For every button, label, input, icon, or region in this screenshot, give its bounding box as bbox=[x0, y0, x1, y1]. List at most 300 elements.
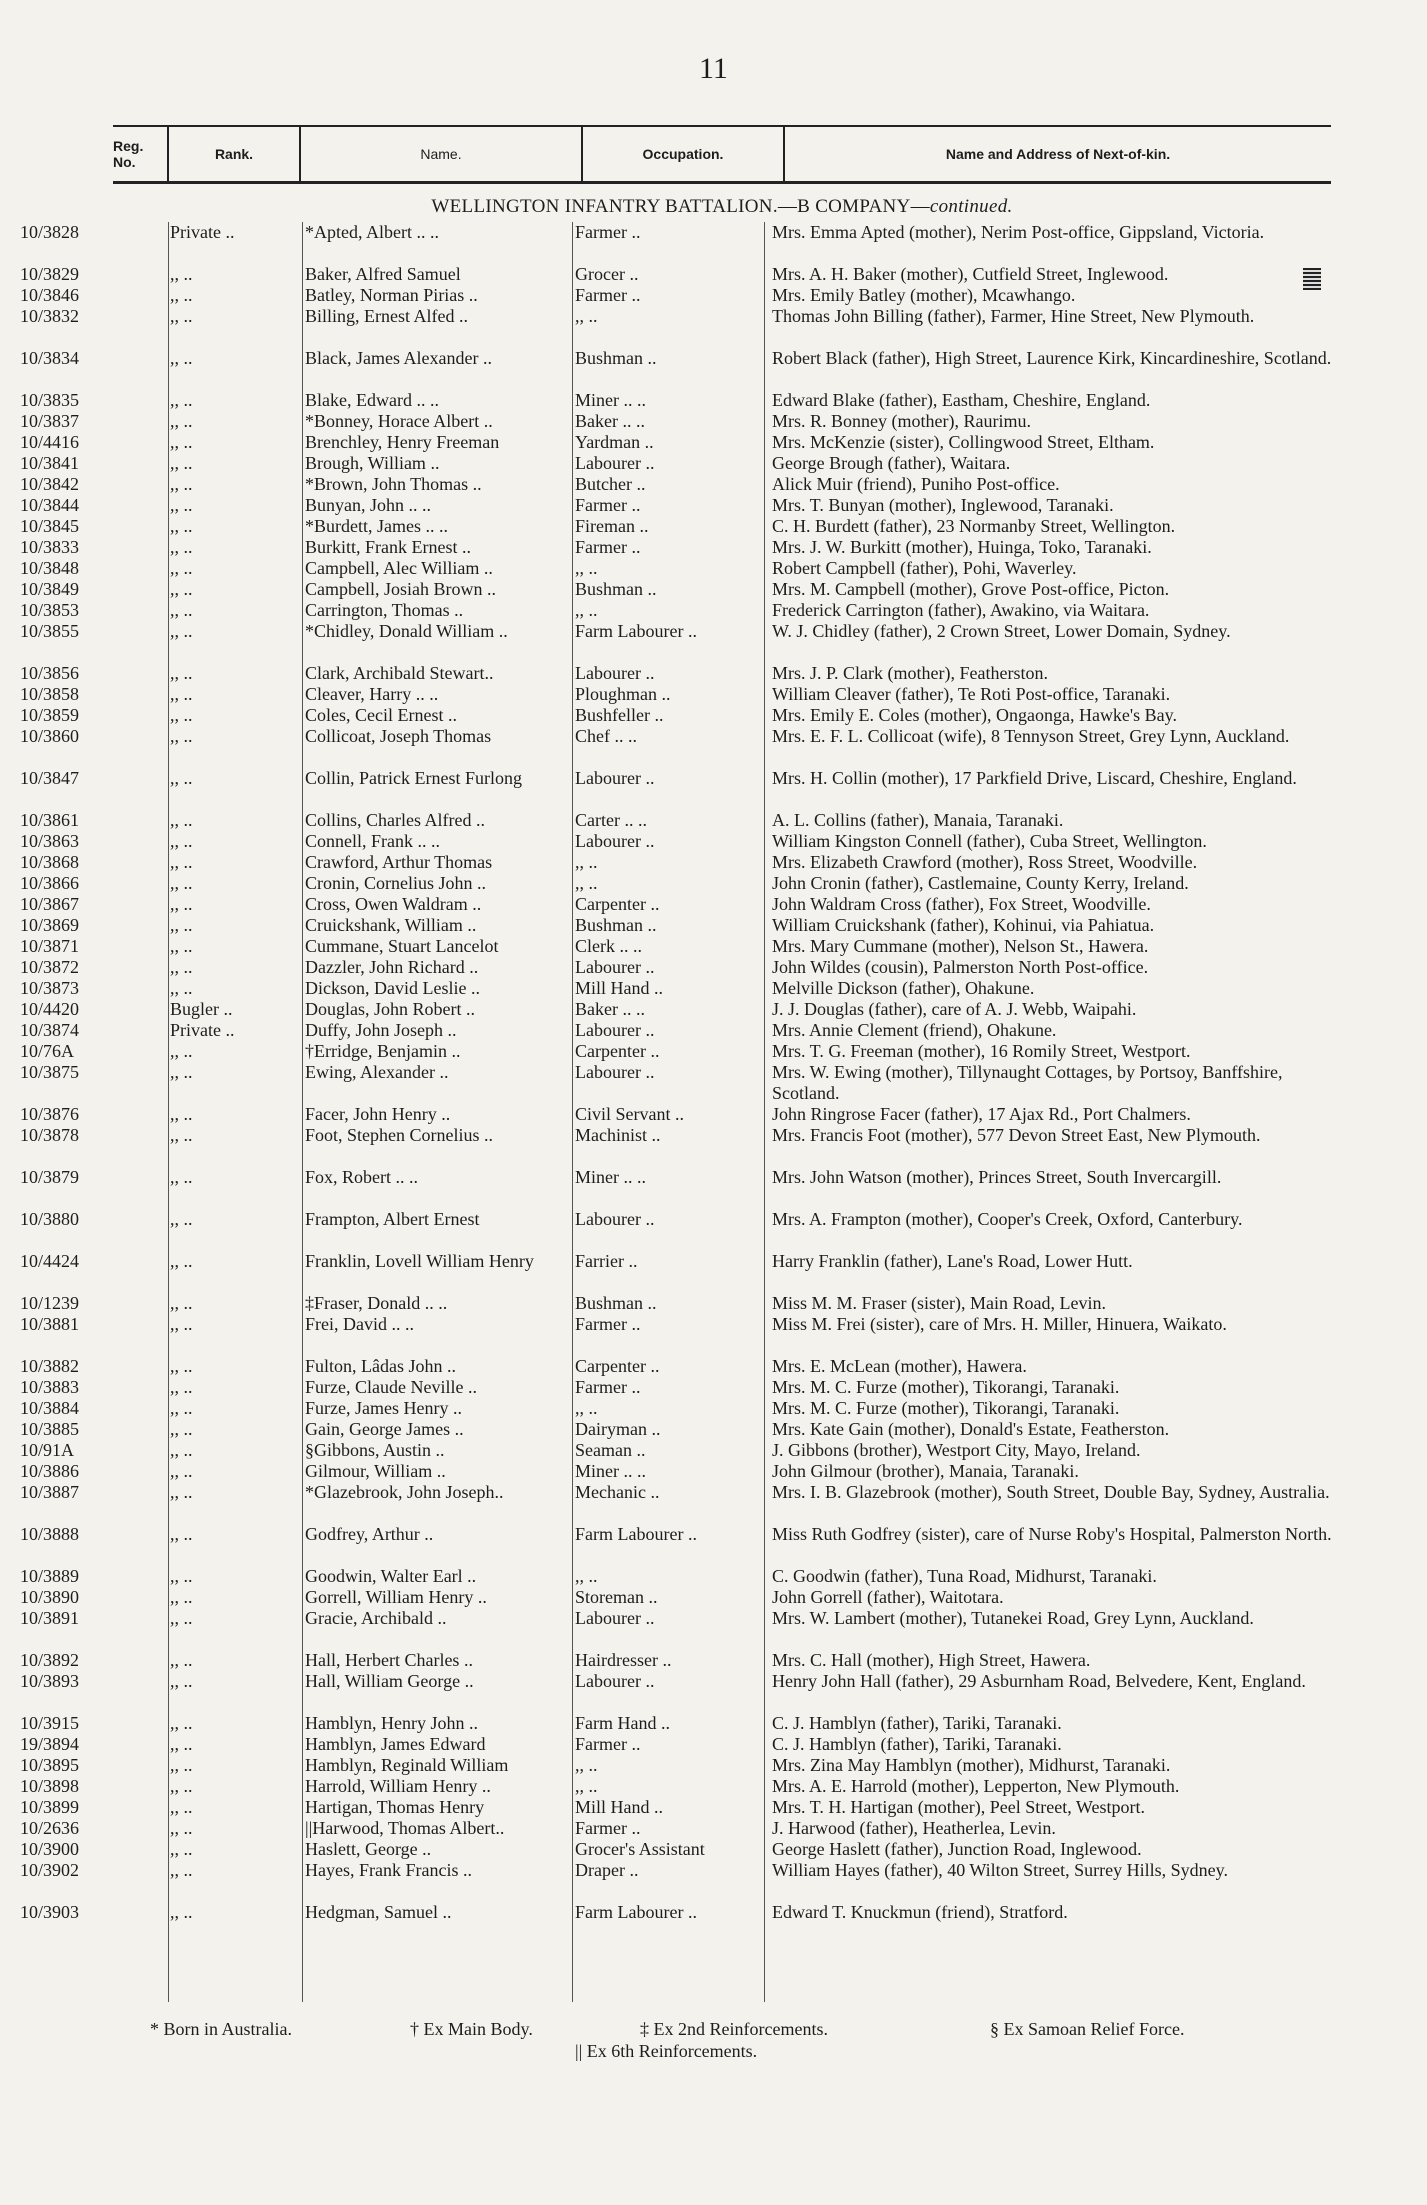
occupation: Machinist .. bbox=[575, 1125, 661, 1145]
table-row bbox=[0, 684, 1427, 705]
reg-number: 10/3853 bbox=[20, 600, 80, 620]
table-row bbox=[0, 1734, 1427, 1755]
rank: ,, .. bbox=[170, 1314, 193, 1334]
occupation: Labourer .. bbox=[575, 957, 655, 977]
reg-number: 10/3878 bbox=[20, 1125, 80, 1145]
soldier-name: Cummane, Stuart Lancelot bbox=[305, 936, 499, 956]
reg-number: 10/3848 bbox=[20, 558, 80, 578]
rank: Bugler .. bbox=[170, 999, 233, 1019]
occupation: Baker .. .. bbox=[575, 411, 645, 431]
soldier-name: Brough, William .. bbox=[305, 453, 440, 473]
occupation: Labourer .. bbox=[575, 831, 655, 851]
occupation: Clerk .. .. bbox=[575, 936, 642, 956]
reg-number: 10/3863 bbox=[20, 831, 80, 851]
rank: ,, .. bbox=[170, 1293, 193, 1313]
occupation: Seaman .. bbox=[575, 1440, 646, 1460]
soldier-name: Collin, Patrick Ernest Furlong bbox=[305, 768, 522, 788]
next-of-kin: Mrs. M. C. Furze (mother), Tikorangi, Taranaki. bbox=[772, 1398, 1120, 1418]
rank: ,, .. bbox=[170, 1650, 193, 1670]
table-row bbox=[0, 999, 1427, 1020]
next-of-kin: Mrs. T. H. Hartigan (mother), Peel Street, Westport. bbox=[772, 1797, 1145, 1817]
reg-number: 10/3895 bbox=[20, 1755, 80, 1775]
reg-number: 10/3880 bbox=[20, 1209, 80, 1229]
soldier-name: Cleaver, Harry .. .. bbox=[305, 684, 439, 704]
reg-number: 10/3860 bbox=[20, 726, 80, 746]
soldier-name: Campbell, Alec William .. bbox=[305, 558, 493, 578]
table-row bbox=[0, 600, 1427, 621]
rank: ,, .. bbox=[170, 936, 193, 956]
footnote-born-australia: * Born in Australia. bbox=[150, 2019, 292, 2039]
next-of-kin: Mrs. T. G. Freeman (mother), 16 Romily Street, Westport. bbox=[772, 1041, 1191, 1061]
rank: ,, .. bbox=[170, 1209, 193, 1229]
table-row bbox=[0, 390, 1427, 411]
table-row bbox=[0, 957, 1427, 978]
occupation: Farm Labourer .. bbox=[575, 1902, 697, 1922]
table-row bbox=[0, 852, 1427, 873]
reg-number: 10/3847 bbox=[20, 768, 80, 788]
soldier-name: Baker, Alfred Samuel bbox=[305, 264, 461, 284]
occupation: Grocer's Assistant bbox=[575, 1839, 705, 1859]
table-row bbox=[0, 537, 1427, 558]
table-row bbox=[0, 264, 1427, 285]
next-of-kin: Mrs. Francis Foot (mother), 577 Devon Street East, New Plymouth. bbox=[772, 1125, 1261, 1145]
next-of-kin: Mrs. M. Campbell (mother), Grove Post-office, Picton. bbox=[772, 579, 1170, 599]
next-of-kin: Mrs. T. Bunyan (mother), Inglewood, Taranaki. bbox=[772, 495, 1114, 515]
next-of-kin: Mrs. McKenzie (sister), Collingwood Street, Eltham. bbox=[772, 432, 1155, 452]
rank: ,, .. bbox=[170, 1524, 193, 1544]
table-row bbox=[0, 348, 1427, 390]
occupation: Grocer .. bbox=[575, 264, 639, 284]
soldier-name: Cruickshank, William .. bbox=[305, 915, 477, 935]
rank: ,, .. bbox=[170, 873, 193, 893]
rank: ,, .. bbox=[170, 1860, 193, 1880]
rank: ,, .. bbox=[170, 1776, 193, 1796]
reg-number: 10/3900 bbox=[20, 1839, 80, 1859]
occupation: Bushfeller .. bbox=[575, 705, 664, 725]
next-of-kin: Mrs. Emily Batley (mother), Mcawhango. bbox=[772, 285, 1076, 305]
occupation: Miner .. .. bbox=[575, 1461, 646, 1481]
reg-number: 10/3889 bbox=[20, 1566, 80, 1586]
occupation: ,, .. bbox=[575, 852, 598, 872]
table-row bbox=[0, 705, 1427, 726]
next-of-kin: Mrs. J. P. Clark (mother), Featherston. bbox=[772, 663, 1048, 683]
footnote-main-body: † Ex Main Body. bbox=[410, 2019, 533, 2039]
occupation: Mill Hand .. bbox=[575, 1797, 663, 1817]
rank: ,, .. bbox=[170, 1041, 193, 1061]
occupation: Carpenter .. bbox=[575, 1356, 660, 1376]
page-number: 11 bbox=[699, 52, 728, 85]
next-of-kin: Mrs. A. E. Harrold (mother), Lepperton, New Plymouth. bbox=[772, 1776, 1180, 1796]
rank: ,, .. bbox=[170, 285, 193, 305]
soldier-name: Hamblyn, James Edward bbox=[305, 1734, 486, 1754]
occupation: Carter .. .. bbox=[575, 810, 647, 830]
table-row bbox=[0, 1020, 1427, 1041]
rank: Private .. bbox=[170, 1020, 235, 1040]
next-of-kin: John Ringrose Facer (father), 17 Ajax Rd., Port Chalmers. bbox=[772, 1104, 1191, 1124]
next-of-kin: Mrs. E. McLean (mother), Hawera. bbox=[772, 1356, 1027, 1376]
soldier-name: *Apted, Albert .. .. bbox=[305, 222, 439, 242]
soldier-name: Fox, Robert .. .. bbox=[305, 1167, 419, 1187]
soldier-name: Fulton, Lâdas John .. bbox=[305, 1356, 456, 1376]
reg-number: 10/3828 bbox=[20, 222, 80, 242]
soldier-name: Duffy, John Joseph .. bbox=[305, 1020, 457, 1040]
table-row bbox=[0, 474, 1427, 495]
rank: ,, .. bbox=[170, 894, 193, 914]
table-row bbox=[0, 1125, 1427, 1167]
occupation: Farmer .. bbox=[575, 1314, 641, 1334]
table-row bbox=[0, 1167, 1427, 1209]
reg-number: 10/3866 bbox=[20, 873, 80, 893]
section-title-text: WELLINGTON INFANTRY BATTALION.—B COMPANY— bbox=[431, 196, 930, 217]
table-row bbox=[0, 1566, 1427, 1587]
reg-number: 10/3837 bbox=[20, 411, 80, 431]
occupation: Miner .. .. bbox=[575, 390, 646, 410]
occupation: Mill Hand .. bbox=[575, 978, 663, 998]
soldier-name: Connell, Frank .. .. bbox=[305, 831, 440, 851]
table-row bbox=[0, 1377, 1427, 1398]
occupation: Bushman .. bbox=[575, 348, 657, 368]
next-of-kin: William Cleaver (father), Te Roti Post-office, Taranaki. bbox=[772, 684, 1171, 704]
rank: ,, .. bbox=[170, 957, 193, 977]
occupation: Farm Labourer .. bbox=[575, 621, 697, 641]
occupation: Chef .. .. bbox=[575, 726, 637, 746]
rank: ,, .. bbox=[170, 537, 193, 557]
soldier-name: *Bonney, Horace Albert .. bbox=[305, 411, 493, 431]
reg-number: 19/3894 bbox=[20, 1734, 80, 1754]
rank: ,, .. bbox=[170, 705, 193, 725]
occupation: Yardman .. bbox=[575, 432, 654, 452]
soldier-name: Bunyan, John .. .. bbox=[305, 495, 431, 515]
rank: ,, .. bbox=[170, 1377, 193, 1397]
rank: ,, .. bbox=[170, 411, 193, 431]
table-row bbox=[0, 1671, 1427, 1713]
occupation: Labourer .. bbox=[575, 453, 655, 473]
rank: ,, .. bbox=[170, 1482, 193, 1502]
occupation: Labourer .. bbox=[575, 1020, 655, 1040]
table-row bbox=[0, 1776, 1427, 1797]
occupation: Mechanic .. bbox=[575, 1482, 660, 1502]
rank: ,, .. bbox=[170, 516, 193, 536]
occupation: Draper .. bbox=[575, 1860, 639, 1880]
reg-number: 10/3829 bbox=[20, 264, 80, 284]
reg-number: 10/4424 bbox=[20, 1251, 80, 1271]
reg-number: 10/3834 bbox=[20, 348, 80, 368]
next-of-kin: Mrs. J. W. Burkitt (mother), Huinga, Toko, Taranaki. bbox=[772, 537, 1152, 557]
occupation: Fireman .. bbox=[575, 516, 649, 536]
next-of-kin: John Cronin (father), Castlemaine, County Kerry, Ireland. bbox=[772, 873, 1189, 893]
next-of-kin: Mrs. M. C. Furze (mother), Tikorangi, Taranaki. bbox=[772, 1377, 1120, 1397]
rank: Private .. bbox=[170, 222, 235, 242]
reg-number: 10/3856 bbox=[20, 663, 80, 683]
table-row bbox=[0, 558, 1427, 579]
next-of-kin: Mrs. C. Hall (mother), High Street, Hawera. bbox=[772, 1650, 1091, 1670]
soldier-name: Black, James Alexander .. bbox=[305, 348, 492, 368]
soldier-name: Furze, James Henry .. bbox=[305, 1398, 462, 1418]
reg-number: 10/3871 bbox=[20, 936, 80, 956]
occupation: ,, .. bbox=[575, 600, 598, 620]
occupation: ,, .. bbox=[575, 1755, 598, 1775]
reg-number: 10/3833 bbox=[20, 537, 80, 557]
soldier-name: Cronin, Cornelius John .. bbox=[305, 873, 487, 893]
next-of-kin: Mrs. Elizabeth Crawford (mother), Ross Street, Woodville. bbox=[772, 852, 1198, 872]
rank: ,, .. bbox=[170, 1608, 193, 1628]
next-of-kin: Miss M. M. Fraser (sister), Main Road, Levin. bbox=[772, 1293, 1106, 1313]
rank: ,, .. bbox=[170, 1062, 193, 1082]
table-row bbox=[0, 411, 1427, 432]
next-of-kin: A. L. Collins (father), Manaia, Taranaki. bbox=[772, 810, 1064, 830]
soldier-name: Foot, Stephen Cornelius .. bbox=[305, 1125, 493, 1145]
next-of-kin: George Brough (father), Waitara. bbox=[772, 453, 1011, 473]
occupation: Carpenter .. bbox=[575, 1041, 660, 1061]
next-of-kin: J. Gibbons (brother), Westport City, Mayo, Ireland. bbox=[772, 1440, 1141, 1460]
section-title bbox=[113, 196, 1331, 218]
occupation: Bushman .. bbox=[575, 579, 657, 599]
reg-number: 10/3868 bbox=[20, 852, 80, 872]
next-of-kin: C. J. Hamblyn (father), Tariki, Taranaki. bbox=[772, 1713, 1062, 1733]
soldier-name: Dickson, David Leslie .. bbox=[305, 978, 480, 998]
soldier-name: Hall, William George .. bbox=[305, 1671, 474, 1691]
soldier-name: §Gibbons, Austin .. bbox=[305, 1440, 445, 1460]
next-of-kin: John Gilmour (brother), Manaia, Taranaki. bbox=[772, 1461, 1079, 1481]
table-row bbox=[0, 222, 1427, 264]
next-of-kin: W. J. Chidley (father), 2 Crown Street, Lower Domain, Sydney. bbox=[772, 621, 1231, 641]
soldier-name: Coles, Cecil Ernest .. bbox=[305, 705, 457, 725]
soldier-name: ||Harwood, Thomas Albert.. bbox=[305, 1818, 505, 1838]
next-of-kin: Mrs. Emily E. Coles (mother), Ongaonga, Hawke's Bay. bbox=[772, 705, 1177, 725]
next-of-kin: Mrs. I. B. Glazebrook (mother), South Street, Double Bay, Sydney, Australia. bbox=[772, 1482, 1330, 1502]
occupation: Baker .. .. bbox=[575, 999, 645, 1019]
rank: ,, .. bbox=[170, 1587, 193, 1607]
next-of-kin: William Hayes (father), 40 Wilton Street, Surrey Hills, Sydney. bbox=[772, 1860, 1228, 1880]
soldier-name: *Burdett, James .. .. bbox=[305, 516, 448, 536]
reg-number: 10/3915 bbox=[20, 1713, 80, 1733]
table-row bbox=[0, 726, 1427, 768]
soldier-name: Campbell, Josiah Brown .. bbox=[305, 579, 496, 599]
next-of-kin: Mrs. E. F. L. Collicoat (wife), 8 Tennyson Street, Grey Lynn, Auckland. bbox=[772, 726, 1290, 746]
reg-number: 10/3887 bbox=[20, 1482, 80, 1502]
soldier-name: Dazzler, John Richard .. bbox=[305, 957, 479, 977]
reg-number: 10/3859 bbox=[20, 705, 80, 725]
table-row bbox=[0, 1797, 1427, 1818]
soldier-name: Hamblyn, Reginald William bbox=[305, 1755, 509, 1775]
next-of-kin: J. Harwood (father), Heatherlea, Levin. bbox=[772, 1818, 1056, 1838]
occupation: Labourer .. bbox=[575, 1062, 655, 1082]
table-row bbox=[0, 894, 1427, 915]
soldier-name: †Erridge, Benjamin .. bbox=[305, 1041, 461, 1061]
soldier-name: Gorrell, William Henry .. bbox=[305, 1587, 487, 1607]
occupation: Labourer .. bbox=[575, 663, 655, 683]
reg-number: 10/3874 bbox=[20, 1020, 80, 1040]
next-of-kin: Mrs. Annie Clement (friend), Ohakune. bbox=[772, 1020, 1057, 1040]
reg-number: 10/3844 bbox=[20, 495, 80, 515]
reg-number: 10/3886 bbox=[20, 1461, 80, 1481]
next-of-kin: Harry Franklin (father), Lane's Road, Lower Hutt. bbox=[772, 1251, 1133, 1271]
footnote-second-reinforcements: ‡ Ex 2nd Reinforcements. bbox=[640, 2019, 828, 2039]
header-name: Name. bbox=[301, 127, 583, 181]
occupation: Farmer .. bbox=[575, 285, 641, 305]
soldier-name: Cross, Owen Waldram .. bbox=[305, 894, 482, 914]
reg-number: 10/3849 bbox=[20, 579, 80, 599]
next-of-kin: Mrs. A. Frampton (mother), Cooper's Creek, Oxford, Canterbury. bbox=[772, 1209, 1243, 1229]
soldier-name: Hartigan, Thomas Henry bbox=[305, 1797, 485, 1817]
next-of-kin: Alick Muir (friend), Puniho Post-office. bbox=[772, 474, 1060, 494]
occupation: Labourer .. bbox=[575, 1608, 655, 1628]
table-row bbox=[0, 1293, 1427, 1314]
footnote-sixth-reinforcements: || Ex 6th Reinforcements. bbox=[575, 2041, 758, 2061]
reg-number: 10/3845 bbox=[20, 516, 80, 536]
occupation: Ploughman .. bbox=[575, 684, 671, 704]
table-row bbox=[0, 663, 1427, 684]
rank: ,, .. bbox=[170, 810, 193, 830]
reg-number: 10/3875 bbox=[20, 1062, 80, 1082]
occupation: Civil Servant .. bbox=[575, 1104, 684, 1124]
table-row bbox=[0, 432, 1427, 453]
occupation: Farm Labourer .. bbox=[575, 1524, 697, 1544]
next-of-kin: Miss M. Frei (sister), care of Mrs. H. Miller, Hinuera, Waikato. bbox=[772, 1314, 1227, 1334]
soldier-name: *Brown, John Thomas .. bbox=[305, 474, 482, 494]
soldier-name: Carrington, Thomas .. bbox=[305, 600, 464, 620]
table-row bbox=[0, 1818, 1427, 1839]
reg-number: 10/3892 bbox=[20, 1650, 80, 1670]
table-row bbox=[0, 1062, 1427, 1104]
next-of-kin: Mrs. W. Ewing (mother), Tillynaught Cottages, by Portsoy, Banffshire, Scotland. bbox=[772, 1062, 1283, 1103]
rank: ,, .. bbox=[170, 453, 193, 473]
table-row bbox=[0, 306, 1427, 348]
next-of-kin: Mrs. W. Lambert (mother), Tutanekei Road, Grey Lynn, Auckland. bbox=[772, 1608, 1254, 1628]
occupation: ,, .. bbox=[575, 1776, 598, 1796]
next-of-kin: Mrs. Mary Cummane (mother), Nelson St., Hawera. bbox=[772, 936, 1149, 956]
rank: ,, .. bbox=[170, 1167, 193, 1187]
table-row bbox=[0, 1398, 1427, 1419]
rank: ,, .. bbox=[170, 1818, 193, 1838]
soldier-name: Gracie, Archibald .. bbox=[305, 1608, 447, 1628]
rank: ,, .. bbox=[170, 621, 193, 641]
soldier-name: *Chidley, Donald William .. bbox=[305, 621, 508, 641]
table-row bbox=[0, 579, 1427, 600]
rank: ,, .. bbox=[170, 1461, 193, 1481]
next-of-kin: Mrs. Zina May Hamblyn (mother), Midhurst, Taranaki. bbox=[772, 1755, 1171, 1775]
soldier-name: *Glazebrook, John Joseph.. bbox=[305, 1482, 504, 1502]
soldier-name: Gain, George James .. bbox=[305, 1419, 464, 1439]
rank: ,, .. bbox=[170, 432, 193, 452]
next-of-kin: Edward Blake (father), Eastham, Cheshire, England. bbox=[772, 390, 1151, 410]
soldier-name: Facer, John Henry .. bbox=[305, 1104, 451, 1124]
table-row bbox=[0, 1587, 1427, 1608]
soldier-name: Haslett, George .. bbox=[305, 1839, 432, 1859]
occupation: Bushman .. bbox=[575, 915, 657, 935]
rank: ,, .. bbox=[170, 1566, 193, 1586]
next-of-kin: John Gorrell (father), Waitotara. bbox=[772, 1587, 1004, 1607]
next-of-kin: Robert Campbell (father), Pohi, Waverley. bbox=[772, 558, 1077, 578]
soldier-name: Batley, Norman Pirias .. bbox=[305, 285, 478, 305]
occupation: Dairyman .. bbox=[575, 1419, 661, 1439]
table-row bbox=[0, 1209, 1427, 1251]
table-row bbox=[0, 1482, 1427, 1524]
soldier-name: Burkitt, Frank Ernest .. bbox=[305, 537, 471, 557]
reg-number: 10/3903 bbox=[20, 1902, 80, 1922]
reg-number: 10/1239 bbox=[20, 1293, 80, 1313]
reg-number: 10/3893 bbox=[20, 1671, 80, 1691]
occupation: Labourer .. bbox=[575, 768, 655, 788]
next-of-kin: Melville Dickson (father), Ohakune. bbox=[772, 978, 1035, 998]
soldier-name: Hayes, Frank Francis .. bbox=[305, 1860, 472, 1880]
rank: ,, .. bbox=[170, 684, 193, 704]
header-occupation: Occupation. bbox=[583, 127, 785, 181]
table-row bbox=[0, 1314, 1427, 1356]
soldier-name: Douglas, John Robert .. bbox=[305, 999, 475, 1019]
table-row bbox=[0, 873, 1427, 894]
rank: ,, .. bbox=[170, 726, 193, 746]
soldier-name: Collins, Charles Alfred .. bbox=[305, 810, 485, 830]
rank: ,, .. bbox=[170, 600, 193, 620]
next-of-kin: Miss Ruth Godfrey (sister), care of Nurse Roby's Hospital, Palmerston North. bbox=[772, 1524, 1332, 1544]
table-row bbox=[0, 1713, 1427, 1734]
next-of-kin: William Cruickshank (father), Kohinui, via Pahiatua. bbox=[772, 915, 1155, 935]
soldier-name: Collicoat, Joseph Thomas bbox=[305, 726, 492, 746]
table-row bbox=[0, 1461, 1427, 1482]
reg-number: 10/3876 bbox=[20, 1104, 80, 1124]
table-row bbox=[0, 831, 1427, 852]
soldier-name: Franklin, Lovell William Henry bbox=[305, 1251, 534, 1271]
rank: ,, .. bbox=[170, 264, 193, 284]
table-row bbox=[0, 516, 1427, 537]
reg-number: 10/3888 bbox=[20, 1524, 80, 1544]
soldier-name: Frei, David .. .. bbox=[305, 1314, 414, 1334]
soldier-name: Clark, Archibald Stewart.. bbox=[305, 663, 494, 683]
rank: ,, .. bbox=[170, 831, 193, 851]
rank: ,, .. bbox=[170, 579, 193, 599]
soldier-name: Ewing, Alexander .. bbox=[305, 1062, 449, 1082]
rank: ,, .. bbox=[170, 306, 193, 326]
soldier-name: Furze, Claude Neville .. bbox=[305, 1377, 477, 1397]
next-of-kin: Henry John Hall (father), 29 Asburnham Road, Belvedere, Kent, England. bbox=[772, 1671, 1306, 1691]
reg-number: 10/3842 bbox=[20, 474, 80, 494]
reg-number: 10/3858 bbox=[20, 684, 80, 704]
rank: ,, .. bbox=[170, 1902, 193, 1922]
next-of-kin: John Waldram Cross (father), Fox Street, Woodville. bbox=[772, 894, 1151, 914]
rank: ,, .. bbox=[170, 915, 193, 935]
reg-number: 10/3891 bbox=[20, 1608, 80, 1628]
occupation: Farmer .. bbox=[575, 222, 641, 242]
soldier-name: ‡Fraser, Donald .. .. bbox=[305, 1293, 448, 1313]
section-title-suffix: continued. bbox=[929, 196, 1013, 217]
reg-number: 10/3873 bbox=[20, 978, 80, 998]
next-of-kin: Mrs. A. H. Baker (mother), Cutfield Street, Inglewood. bbox=[772, 264, 1169, 284]
occupation: Farmer .. bbox=[575, 537, 641, 557]
table-row bbox=[0, 495, 1427, 516]
occupation: Farmer .. bbox=[575, 1734, 641, 1754]
rank: ,, .. bbox=[170, 348, 193, 368]
soldier-name: Hedgman, Samuel .. bbox=[305, 1902, 452, 1922]
soldier-name: Brenchley, Henry Freeman bbox=[305, 432, 500, 452]
reg-number: 10/3841 bbox=[20, 453, 80, 473]
table-row bbox=[0, 810, 1427, 831]
occupation: ,, .. bbox=[575, 1398, 598, 1418]
table-row bbox=[0, 1755, 1427, 1776]
reg-number: 10/3867 bbox=[20, 894, 80, 914]
rank: ,, .. bbox=[170, 474, 193, 494]
next-of-kin: Thomas John Billing (father), Farmer, Hine Street, New Plymouth. bbox=[772, 306, 1255, 326]
occupation: Farmer .. bbox=[575, 495, 641, 515]
table-row bbox=[0, 915, 1427, 936]
next-of-kin: John Wildes (cousin), Palmerston North Post-office. bbox=[772, 957, 1149, 977]
reg-number: 10/4416 bbox=[20, 432, 80, 452]
occupation: Farmer .. bbox=[575, 1818, 641, 1838]
table-row bbox=[0, 621, 1427, 663]
occupation: Farm Hand .. bbox=[575, 1713, 670, 1733]
occupation: Storeman .. bbox=[575, 1587, 658, 1607]
rank: ,, .. bbox=[170, 1839, 193, 1859]
